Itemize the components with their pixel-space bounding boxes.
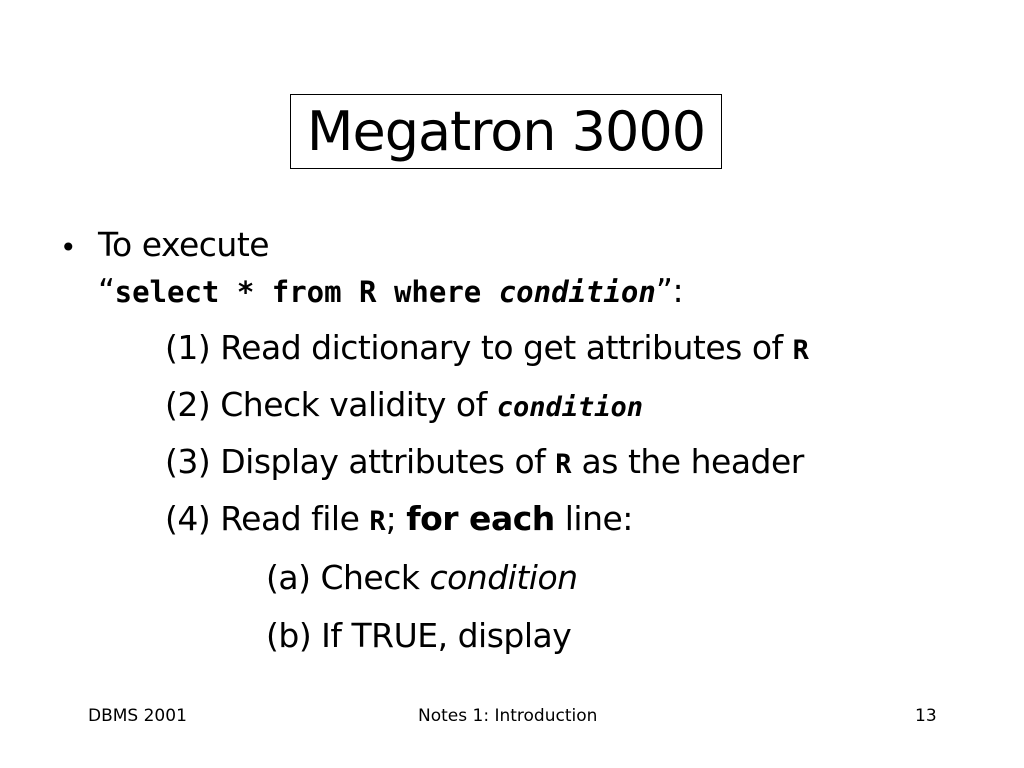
footer-page-number: 13: [915, 706, 937, 726]
step-4-code: R: [369, 506, 386, 537]
close-quote: ”: [655, 271, 673, 310]
step-1: [165, 328, 809, 367]
substep-a-italic: condition: [429, 558, 578, 597]
substep-b-text: (b) If TRUE, display: [266, 616, 572, 655]
footer-left: DBMS 2001: [88, 706, 187, 726]
step-1-code: R: [792, 335, 809, 366]
bullet-intro: [98, 225, 270, 264]
slide-title: Megatron 3000: [306, 99, 706, 163]
step-2-code: condition: [496, 392, 644, 423]
footer-center: Notes 1: Introduction: [418, 706, 598, 726]
bullet-marker: •: [60, 231, 77, 264]
open-quote: “: [98, 271, 115, 310]
substep-a: [266, 558, 578, 597]
substep-b: [266, 616, 572, 655]
step-3-code: R: [555, 449, 572, 480]
query-condition: condition: [498, 275, 656, 309]
step-3-suffix: as the header: [571, 442, 804, 481]
step-3-text: (3) Display attributes of: [165, 442, 556, 481]
step-4-text: (4) Read file: [165, 499, 370, 538]
step-3: [165, 442, 804, 481]
step-4-suffix: line:: [554, 499, 633, 538]
slide-title-box: [290, 94, 722, 169]
substep-a-text: (a) Check: [266, 558, 430, 597]
query-line: [98, 271, 684, 310]
step-2: [165, 385, 644, 424]
step-1-text: (1) Read dictionary to get attributes of: [165, 328, 793, 367]
step-4: [165, 499, 633, 538]
step-4-sep: ;: [385, 499, 407, 538]
query-code: select * from R where: [114, 275, 499, 309]
query-colon: :: [672, 271, 684, 310]
step-2-text: (2) Check validity of: [165, 385, 497, 424]
step-4-bold: for each: [406, 499, 555, 538]
intro-text: To execute: [98, 225, 270, 264]
